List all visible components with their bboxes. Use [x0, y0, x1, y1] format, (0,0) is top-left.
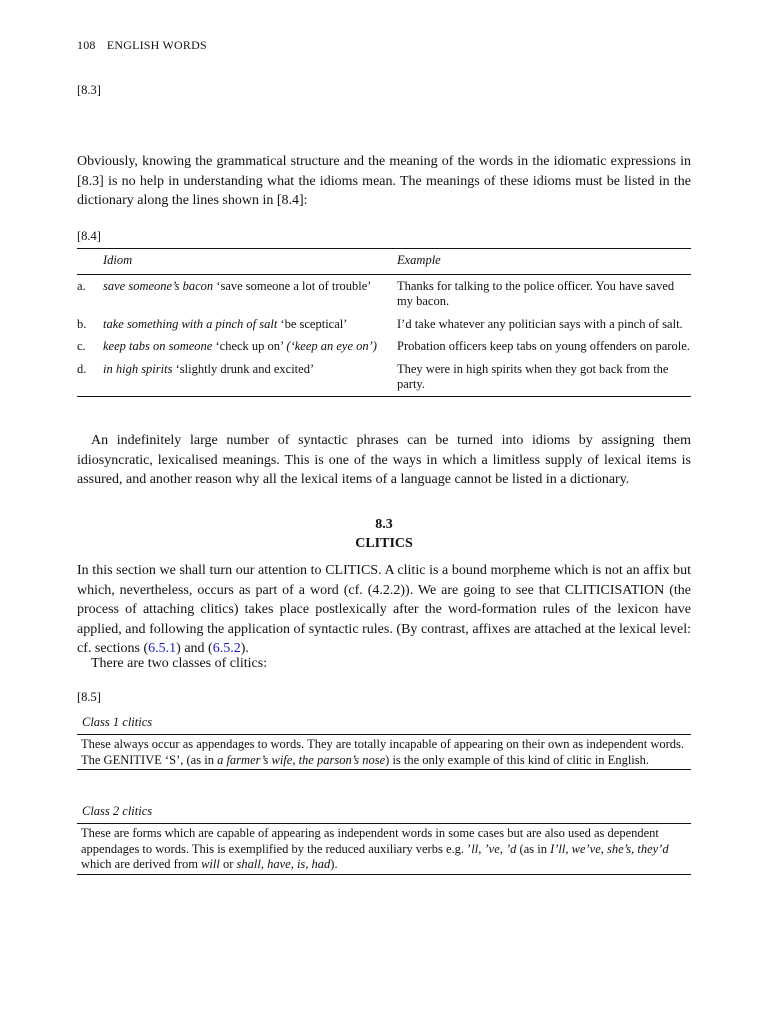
section-link-6-5-1[interactable]: 6.5.1 — [148, 641, 177, 656]
idiom-text: keep tabs on someone — [103, 339, 213, 353]
idiom-text: take something with a pinch of salt — [103, 316, 278, 331]
page-number: 108 — [77, 38, 96, 52]
idiom-table-header — [77, 249, 691, 275]
idiom-gloss: ‘check up on’ — [212, 339, 287, 353]
class2-text-g: or — [219, 857, 237, 871]
class1-title: Class 1 clitics — [82, 715, 153, 729]
row-letter: d. — [77, 358, 103, 397]
example-ref-8-5: [8.5] — [77, 690, 101, 704]
class1-text-a: These always occur as appendages to words. They are totally incapable of appearing on their own as independent words. The GENITIVE ‘S’, (as in — [81, 737, 685, 767]
paragraph-clitics-intro — [77, 561, 691, 659]
running-header — [77, 38, 207, 53]
idiom-cell — [103, 313, 397, 336]
class1-text-c: ) is the only example of this kind of clitic in English. — [385, 752, 650, 767]
idiom-gloss: ‘save someone a lot of trouble’ — [213, 278, 372, 293]
paragraph-idiom-meaning: Obviously, knowing the grammatical structure and the meaning of the words in the idiomatic expressions in [8.3] is no help in understanding what the idioms mean. The meanings of these idioms must be listed in the dictionary along the lines shown in [8.4]: — [77, 154, 691, 208]
idiom-gloss: ‘slightly drunk and excited’ — [172, 361, 315, 376]
class1-description — [77, 734, 691, 770]
idiom-cell — [103, 335, 397, 358]
idiom-gloss: ‘be sceptical’ — [277, 316, 348, 331]
example-cell: Probation officers keep tabs on young offenders on parole. — [397, 339, 690, 353]
example-ref-8-4: [8.4] — [77, 229, 101, 243]
row-letter: c. — [77, 339, 86, 353]
class2-text-i: ). — [330, 857, 338, 871]
letter-column-header — [77, 249, 103, 275]
table-row — [77, 358, 691, 397]
idiom-text: in high spirits — [103, 361, 173, 376]
class2-forms: ll, ’ve, ’d — [471, 841, 517, 856]
paragraph-two-classes: There are two classes of clitics: — [91, 656, 268, 671]
idiom-cell — [103, 274, 397, 313]
class2-text-c: (as in — [516, 841, 551, 856]
idiom-text: save someone’s bacon — [103, 278, 214, 293]
clitics-intro-text: In this section we shall turn our attention to CLITICS. A clitic is a bound morpheme which is not an affix but which, nevertheless, occurs as part of a word (cf. (4.2.2)). We are going to see that CLITICISATION (the process of attaching clitics) takes place postlexically after the word-formation rules of the lexicon have applied, and following the application of syntactic rules. (By contrast, affixes are attached at the lexical level: cf. sections ( — [77, 563, 691, 656]
example-cell: They were in high spirits when they got back from the party. — [397, 358, 691, 397]
class2-text-a: These are forms which are capable of appearing as independent words in some cases but are also used as dependent appendages to words. This is exemplified by the reduced auxiliary verbs e.g. ’ — [81, 826, 659, 856]
idiom-table — [77, 248, 691, 397]
class2-examples: I’ll, we’ve, she’s, they’d — [550, 841, 669, 856]
section-link-6-5-2[interactable]: 6.5.2 — [212, 641, 241, 656]
example-ref-8-3: [8.3] — [77, 83, 101, 97]
paragraph-syntactic-phrases: An indefinitely large number of syntactic phrases can be turned into idioms by assigning them idiosyncratic, lexicalised meanings. This is one of the ways in which a limitless supply of lexical items is assured, and another reason why all the lexical items of a language cannot be listed in a dictionary. — [77, 433, 691, 487]
class2-will: will — [201, 857, 220, 871]
running-title: ENGLISH WORDS — [106, 38, 207, 52]
class2-description — [77, 823, 691, 875]
table-row — [77, 313, 691, 336]
idiom-gloss-extra: (‘keep an eye on’) — [286, 339, 377, 353]
clitics-intro-end: ). — [240, 641, 249, 656]
class2-title: Class 2 clitics — [82, 804, 153, 818]
row-letter: b. — [77, 316, 87, 331]
example-column-header: Example — [397, 249, 691, 275]
row-letter: a. — [77, 278, 86, 293]
section-title: CLITICS — [355, 536, 413, 551]
clitics-intro-mid: ) and ( — [176, 641, 213, 656]
class1-examples: a farmer’s wife, the parson’s nose — [217, 752, 386, 767]
example-cell: Thanks for talking to the police officer. You have saved my bacon. — [397, 278, 675, 308]
table-row — [77, 335, 691, 358]
idiom-column-header: Idiom — [103, 249, 397, 275]
class2-text-e: which are derived from — [81, 857, 202, 871]
table-row — [77, 274, 691, 313]
class2-full-forms: shall, have, is, had — [236, 857, 331, 871]
section-number: 8.3 — [375, 517, 393, 532]
example-cell: I’d take whatever any politician says with a pinch of salt. — [397, 316, 683, 331]
idiom-cell — [103, 358, 397, 397]
